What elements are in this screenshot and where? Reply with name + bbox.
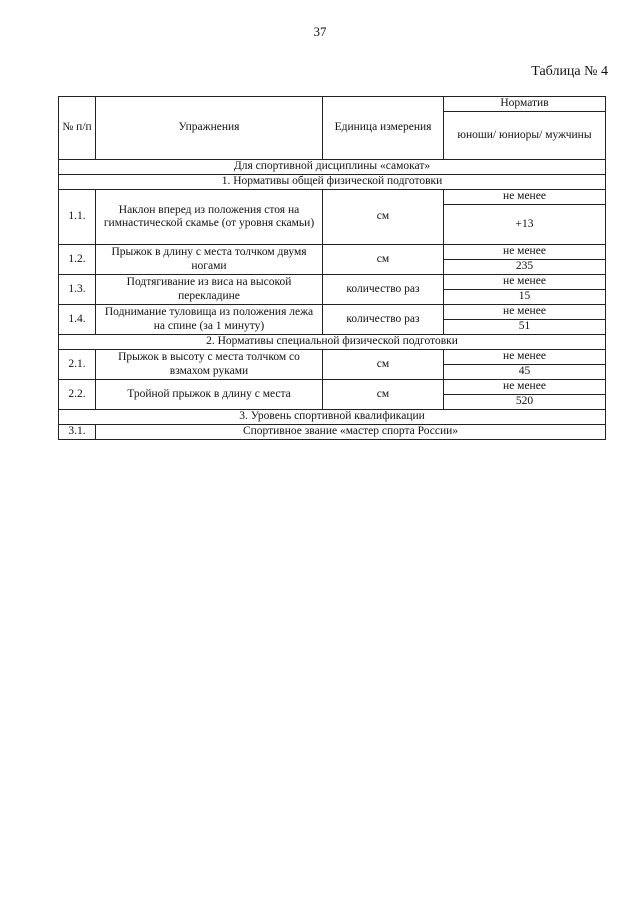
row-unit: количество раз — [323, 305, 444, 335]
row-norm-value: 45 — [444, 365, 606, 380]
section-title: 3. Уровень спортивной квалификации — [59, 410, 606, 425]
row-norm-label: не менее — [444, 380, 606, 395]
row-num: 2.2. — [59, 380, 96, 410]
row-exercise: Поднимание туловища из положения лежа на спине (за 1 минуту) — [96, 305, 323, 335]
table-title: Таблица № 4 — [531, 64, 608, 79]
row-unit: см — [323, 380, 444, 410]
row-num: 3.1. — [59, 425, 96, 440]
row-norm-label: не менее — [444, 275, 606, 290]
row-norm-value: +13 — [444, 205, 606, 245]
page-number: 37 — [313, 24, 327, 39]
row-num: 2.1. — [59, 350, 96, 380]
header-norm: Норматив — [444, 97, 606, 112]
row-norm-label: не менее — [444, 245, 606, 260]
row-exercise: Наклон вперед из положения стоя на гимнастической скамье (от уровня скамьи) — [96, 190, 323, 245]
discipline-row: Для спортивной дисциплины «самокат» — [59, 160, 606, 175]
row-norm-label: не менее — [444, 350, 606, 365]
section-title: 1. Нормативы общей физической подготовки — [59, 175, 606, 190]
header-norm-group: юноши/ юниоры/ мужчины — [444, 112, 606, 160]
row-unit: см — [323, 245, 444, 275]
row-unit: см — [323, 350, 444, 380]
row-norm-label: не менее — [444, 190, 606, 205]
row-norm-value: 235 — [444, 260, 606, 275]
row-num: 1.2. — [59, 245, 96, 275]
row-unit: количество раз — [323, 275, 444, 305]
header-num: № п/п — [59, 97, 96, 160]
header-exercise: Упражнения — [96, 97, 323, 160]
section-title: 2. Нормативы специальной физической подготовки — [59, 335, 606, 350]
row-num: 1.3. — [59, 275, 96, 305]
row-num: 1.4. — [59, 305, 96, 335]
row-exercise: Прыжок в высоту с места толчком со взмахом руками — [96, 350, 323, 380]
row-norm-value: 15 — [444, 290, 606, 305]
row-exercise: Подтягивание из виса на высокой перекладине — [96, 275, 323, 305]
header-unit: Единица измерения — [323, 97, 444, 160]
row-num: 1.1. — [59, 190, 96, 245]
row-unit: см — [323, 190, 444, 245]
qualification-text: Спортивное звание «мастер спорта России» — [96, 425, 606, 440]
row-norm-label: не менее — [444, 305, 606, 320]
row-norm-value: 51 — [444, 320, 606, 335]
standards-table — [58, 96, 606, 440]
row-norm-value: 520 — [444, 395, 606, 410]
row-exercise: Прыжок в длину с места толчком двумя ногами — [96, 245, 323, 275]
row-exercise: Тройной прыжок в длину с места — [96, 380, 323, 410]
